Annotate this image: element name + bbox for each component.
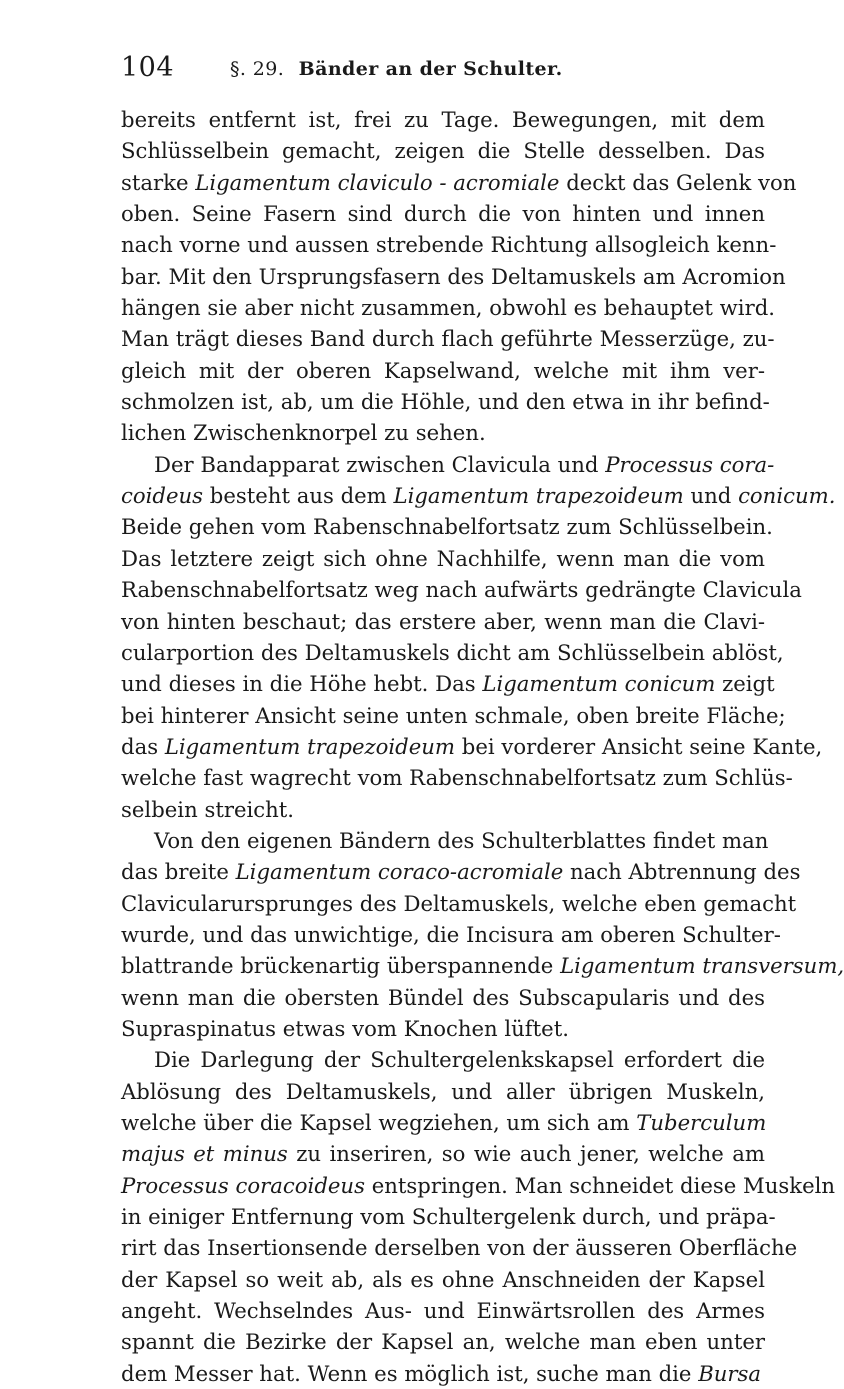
text-line [121, 1076, 765, 1107]
running-title [230, 58, 563, 80]
text-run: welche fast wagrecht vom Rabenschnabelfortsatz zum Schlüs- [121, 765, 793, 791]
text-run: wurde, und das unwichtige, die Incisura am oberen Schulter- [121, 921, 781, 947]
text-line [121, 1201, 776, 1232]
text-run: Supraspinatus etwas vom Knochen lüftet. [121, 1015, 569, 1041]
text-line [121, 856, 801, 887]
text-run: bereits entfernt ist, frei zu Tage. Bewegungen, mit dem [121, 107, 765, 132]
text-run: der Kapsel so weit ab, als es ohne Anschneiden der Kapsel [121, 1266, 765, 1292]
text-run: deckt das Gelenk von [559, 169, 797, 195]
text-line [121, 511, 773, 542]
text-line [121, 950, 844, 981]
italic-term: Tuberculum [636, 1110, 767, 1135]
text-line [121, 825, 769, 856]
text-line [121, 323, 775, 354]
text-line [121, 1295, 765, 1326]
text-run: Man trägt dieses Band durch flach geführte Messerzüge, zu- [121, 326, 775, 352]
text-line [121, 574, 802, 605]
text-line [121, 1326, 765, 1357]
text-line [121, 167, 797, 198]
text-run: bei hinterer Ansicht seine unten schmale, oben breite Fläche; [121, 702, 786, 728]
text-line [121, 386, 770, 417]
text-run: Beide gehen vom Rabenschnabelfortsatz zum Schlüsselbein. [121, 514, 773, 540]
text-run: zu inseriren, so wie auch jener, welche am [287, 1141, 765, 1167]
text-run: Ablösung des Deltamuskels, und aller übrigen Muskeln, [121, 1078, 765, 1104]
text-line [121, 480, 836, 511]
italic-term: Processus coracoideus [121, 1172, 365, 1198]
text-run: Das letztere zeigt sich ohne Nachhilfe, wenn man die vom [121, 545, 765, 571]
text-line [121, 417, 765, 448]
italic-term: Ligamentum claviculo - acromiale [195, 169, 560, 195]
text-line [121, 762, 793, 793]
text-run: entspringen. Man schneidet diese Muskeln [364, 1172, 836, 1198]
text-line [121, 1170, 836, 1201]
text-run: Clavicularursprunges des Deltamuskels, welche eben gemacht [121, 890, 797, 916]
text-run: blattrande brückenartig überspannende [121, 953, 561, 979]
text-line [121, 261, 786, 292]
text-run: selbein streicht. [121, 796, 295, 822]
body-text [121, 104, 844, 1389]
text-run: das [121, 733, 165, 759]
text-line [121, 637, 784, 668]
text-run: und [683, 483, 739, 509]
text-line [121, 104, 765, 135]
text-run: oben. Seine Fasern sind durch die von hinten und innen [121, 201, 765, 227]
text-run: besteht aus dem [203, 483, 394, 509]
section-title: Bänder an der Schulter. [298, 58, 563, 80]
page-number: 104 [121, 52, 175, 83]
text-run: spannt die Bezirke der Kapsel an, welche man eben unter [121, 1329, 765, 1355]
text-line [121, 449, 775, 480]
text-line [121, 1107, 765, 1138]
text-line [121, 1013, 765, 1044]
italic-term: Bursa [698, 1360, 762, 1386]
text-run: hängen sie aber nicht zusammen, obwohl es behauptet wird. [121, 295, 775, 321]
text-run: wenn man die obersten Bündel des Subscapularis und des [121, 984, 765, 1010]
text-run: bei vorderer Ansicht seine Kante, [455, 733, 823, 759]
text-line [121, 794, 765, 825]
text-line [121, 355, 765, 386]
text-line [121, 198, 765, 229]
text-run: Die Darlegung der Schultergelenkskapsel erfordert die [154, 1047, 765, 1073]
text-line [121, 1358, 765, 1389]
italic-term: coideus [121, 483, 204, 509]
text-run: dem Messer hat. Wenn es möglich ist, suche man die [121, 1360, 699, 1386]
text-run: zeigt [715, 671, 775, 697]
text-line [121, 700, 786, 731]
text-line [121, 1264, 765, 1295]
text-line [121, 229, 777, 260]
section-number: §. 29. [230, 58, 285, 80]
text-run: cularportion des Deltamuskels dicht am Schlüsselbein ablöst, [121, 639, 784, 665]
text-line [121, 982, 765, 1013]
text-line [121, 731, 823, 762]
text-line [121, 606, 765, 637]
text-run: bar. Mit den Ursprungsfasern des Deltamuskels am Acromion [121, 263, 786, 289]
text-run: Rabenschnabelfortsatz weg nach aufwärts gedrängte Clavicula [121, 577, 802, 603]
text-run: Der Bandapparat zwischen Clavicula und [154, 451, 606, 477]
text-line [121, 135, 765, 166]
page-header [121, 52, 761, 86]
italic-term: Ligamentum transversum, [560, 953, 844, 979]
italic-term: Ligamentum coraco-acromiale [235, 859, 564, 885]
text-line [121, 888, 797, 919]
text-run: welche über die Kapsel wegziehen, um sich am [121, 1110, 637, 1135]
text-run: starke [121, 169, 196, 195]
italic-term: conicum. [738, 483, 836, 509]
text-run: und dieses in die Höhe hebt. Das [121, 671, 483, 697]
text-line [121, 668, 775, 699]
text-line [121, 919, 781, 950]
text-run: Von den eigenen Bändern des Schulterblattes findet man [154, 827, 769, 853]
italic-term: Processus cora- [605, 451, 775, 477]
italic-term: Ligamentum trapezoideum [393, 483, 684, 509]
text-run: in einiger Entfernung vom Schultergelenk durch, und präpa- [121, 1204, 776, 1230]
text-run: rirt das Insertionsende derselben von der äusseren Oberfläche [121, 1235, 798, 1261]
text-run: das breite [121, 859, 236, 885]
text-run: Schlüsselbein gemacht, zeigen die Stelle desselben. Das [121, 138, 765, 164]
text-line [121, 1232, 798, 1263]
italic-term: Ligamentum trapezoideum [164, 733, 456, 759]
text-run: schmolzen ist, ab, um die Höhle, und den etwa in ihr befind- [121, 389, 770, 415]
text-line [121, 292, 775, 323]
text-run: nach vorne und aussen strebende Richtung allsogleich kenn- [121, 232, 777, 258]
text-run: nach Abtrennung des [563, 859, 801, 885]
text-line [121, 1138, 765, 1169]
text-run: gleich mit der oberen Kapselwand, welche mit ihm ver- [121, 357, 765, 383]
text-line [121, 1044, 765, 1075]
italic-term: Ligamentum conicum [482, 671, 716, 697]
text-run: von hinten beschaut; das erstere aber, wenn man die Clavi- [121, 608, 765, 634]
italic-term: majus et minus [121, 1141, 288, 1167]
text-line [121, 543, 765, 574]
text-run: lichen Zwischenknorpel zu sehen. [121, 420, 486, 446]
text-run: angeht. Wechselndes Aus- und Einwärtsrollen des Armes [121, 1298, 765, 1324]
